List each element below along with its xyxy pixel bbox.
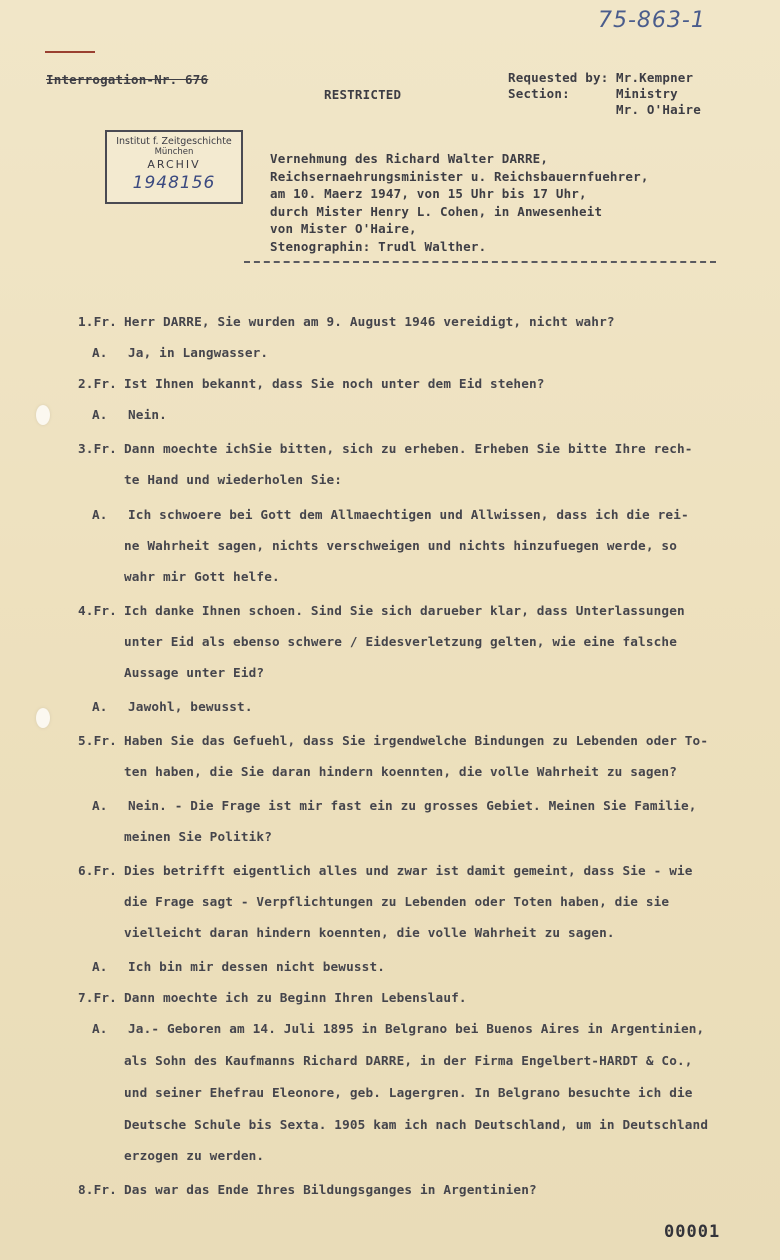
answer-line xyxy=(92,407,167,422)
answer-line xyxy=(92,507,689,522)
intro-line: durch Mister Henry L. Cohen, in Anwesenheit xyxy=(270,203,603,219)
question-label: 4.Fr. xyxy=(78,603,117,618)
continuation-line: ten haben, die Sie daran hindern koennten, die volle Wahrheit zu sagen? xyxy=(124,764,677,779)
answer-label: A. xyxy=(92,798,108,813)
line-text: Ja.- Geboren am 14. Juli 1895 in Belgrano bei Buenos Aires in Argentinien, xyxy=(128,1021,705,1036)
separator-rule xyxy=(244,261,716,263)
requested-by-value: Mr.Kempner xyxy=(616,70,694,85)
question-line xyxy=(78,990,467,1005)
answer-label: A. xyxy=(92,345,108,360)
requested-by-label: Requested by: xyxy=(508,70,609,85)
recipient-value: Mr. O'Haire xyxy=(616,102,701,117)
question-label: 7.Fr. xyxy=(78,990,117,1005)
continuation-line: Aussage unter Eid? xyxy=(124,665,265,680)
question-label: 6.Fr. xyxy=(78,863,117,878)
question-label: 1.Fr. xyxy=(78,314,117,329)
continuation-line: vielleicht daran hindern koennten, die volle Wahrheit zu sagen. xyxy=(124,925,615,940)
line-text: Ich danke Ihnen schoen. Sind Sie sich darueber klar, dass Unterlassungen xyxy=(124,603,685,618)
line-text: Ist Ihnen bekannt, dass Sie noch unter dem Eid stehen? xyxy=(124,376,545,391)
intro-line: am 10. Maerz 1947, von 15 Uhr bis 17 Uhr, xyxy=(270,186,587,201)
continuation-line: te Hand und wiederholen Sie: xyxy=(124,472,343,487)
line-text: Dann moechte ich zu Beginn Ihren Lebenslauf. xyxy=(124,990,467,1005)
stamp-institute: Institut f. Zeitgeschichte xyxy=(116,136,232,147)
classification-label: RESTRICTED xyxy=(324,87,402,102)
line-text: Haben Sie das Gefuehl, dass Sie irgendwelche Bindungen zu Lebenden oder To- xyxy=(124,733,709,748)
punch-hole-bottom xyxy=(36,708,50,728)
continuation-line: erzogen zu werden. xyxy=(124,1148,265,1163)
question-line xyxy=(78,863,693,878)
continuation-line: wahr mir Gott helfe. xyxy=(124,569,280,584)
answer-label: A. xyxy=(92,699,108,714)
question-line xyxy=(78,733,708,748)
line-text: Ja, in Langwasser. xyxy=(128,345,269,360)
intro-line: von Mister O'Haire, xyxy=(270,221,417,236)
question-line xyxy=(78,441,693,456)
answer-label: A. xyxy=(92,507,108,522)
answer-line xyxy=(92,345,268,360)
archive-number: 75-863-1 xyxy=(598,8,706,33)
section-label: Section: xyxy=(508,86,570,101)
line-text: Nein. - Die Frage ist mir fast ein zu grosses Gebiet. Meinen Sie Familie, xyxy=(128,798,697,813)
question-line xyxy=(78,603,685,618)
question-line xyxy=(78,376,545,391)
stamp-city: München xyxy=(154,147,194,157)
question-line xyxy=(78,1182,537,1197)
line-text: Jawohl, bewusst. xyxy=(128,699,253,714)
interrogation-number: Interrogation-Nr. 676 xyxy=(46,72,209,87)
answer-label: A. xyxy=(92,959,108,974)
line-text: Dann moechte ichSie bitten, sich zu erheben. Erheben Sie bitte Ihre rech- xyxy=(124,441,693,456)
continuation-line: und seiner Ehefrau Eleonore, geb. Lagergren. In Belgrano besuchte ich die xyxy=(124,1085,693,1100)
question-label: 3.Fr. xyxy=(78,441,117,456)
line-text: Ich schwoere bei Gott dem Allmaechtigen und Allwissen, dass ich die rei- xyxy=(128,507,689,522)
continuation-line: als Sohn des Kaufmanns Richard DARRE, in der Firma Engelbert-HARDT & Co., xyxy=(124,1053,693,1068)
intro-line: Vernehmung des Richard Walter DARRE, xyxy=(270,151,549,166)
answer-line xyxy=(92,959,385,974)
archive-stamp xyxy=(105,130,243,204)
line-text: Das war das Ende Ihres Bildungsganges in Argentinien? xyxy=(124,1182,537,1197)
page-number: 00001 xyxy=(664,1222,721,1242)
answer-line xyxy=(92,798,697,813)
continuation-line: meinen Sie Politik? xyxy=(124,829,272,844)
answer-line xyxy=(92,699,253,714)
line-text: Herr DARRE, Sie wurden am 9. August 1946 vereidigt, nicht wahr? xyxy=(124,314,615,329)
intro-line: Reichsernaehrungsminister u. Reichsbauernfuehrer, xyxy=(270,168,649,184)
intro-line: Stenographin: Trudl Walther. xyxy=(270,238,487,254)
answer-label: A. xyxy=(92,407,108,422)
line-text: Ich bin mir dessen nicht bewusst. xyxy=(128,959,386,974)
stamp-number: 1948156 xyxy=(132,173,216,193)
intro-block xyxy=(270,150,649,255)
section-value: Ministry xyxy=(616,86,678,101)
answer-line xyxy=(92,1021,704,1036)
question-label: 5.Fr. xyxy=(78,733,117,748)
question-label: 8.Fr. xyxy=(78,1182,117,1197)
continuation-line: ne Wahrheit sagen, nichts verschweigen und nichts hinzufuegen werde, so xyxy=(124,538,677,553)
continuation-line: unter Eid als ebenso schwere / Eidesverletzung gelten, wie eine falsche xyxy=(124,634,677,649)
stamp-archive: ARCHIV xyxy=(147,158,201,171)
line-text: Nein. xyxy=(128,407,167,422)
line-text: Dies betrifft eigentlich alles und zwar ist damit gemeint, dass Sie - wie xyxy=(124,863,693,878)
continuation-line: die Frage sagt - Verpflichtungen zu Lebenden oder Toten haben, die sie xyxy=(124,894,670,909)
question-line xyxy=(78,314,615,329)
continuation-line: Deutsche Schule bis Sexta. 1905 kam ich nach Deutschland, um in Deutschland xyxy=(124,1117,709,1132)
punch-hole-top xyxy=(36,405,50,425)
answer-label: A. xyxy=(92,1021,108,1036)
red-pencil-mark xyxy=(45,51,95,53)
question-label: 2.Fr. xyxy=(78,376,117,391)
